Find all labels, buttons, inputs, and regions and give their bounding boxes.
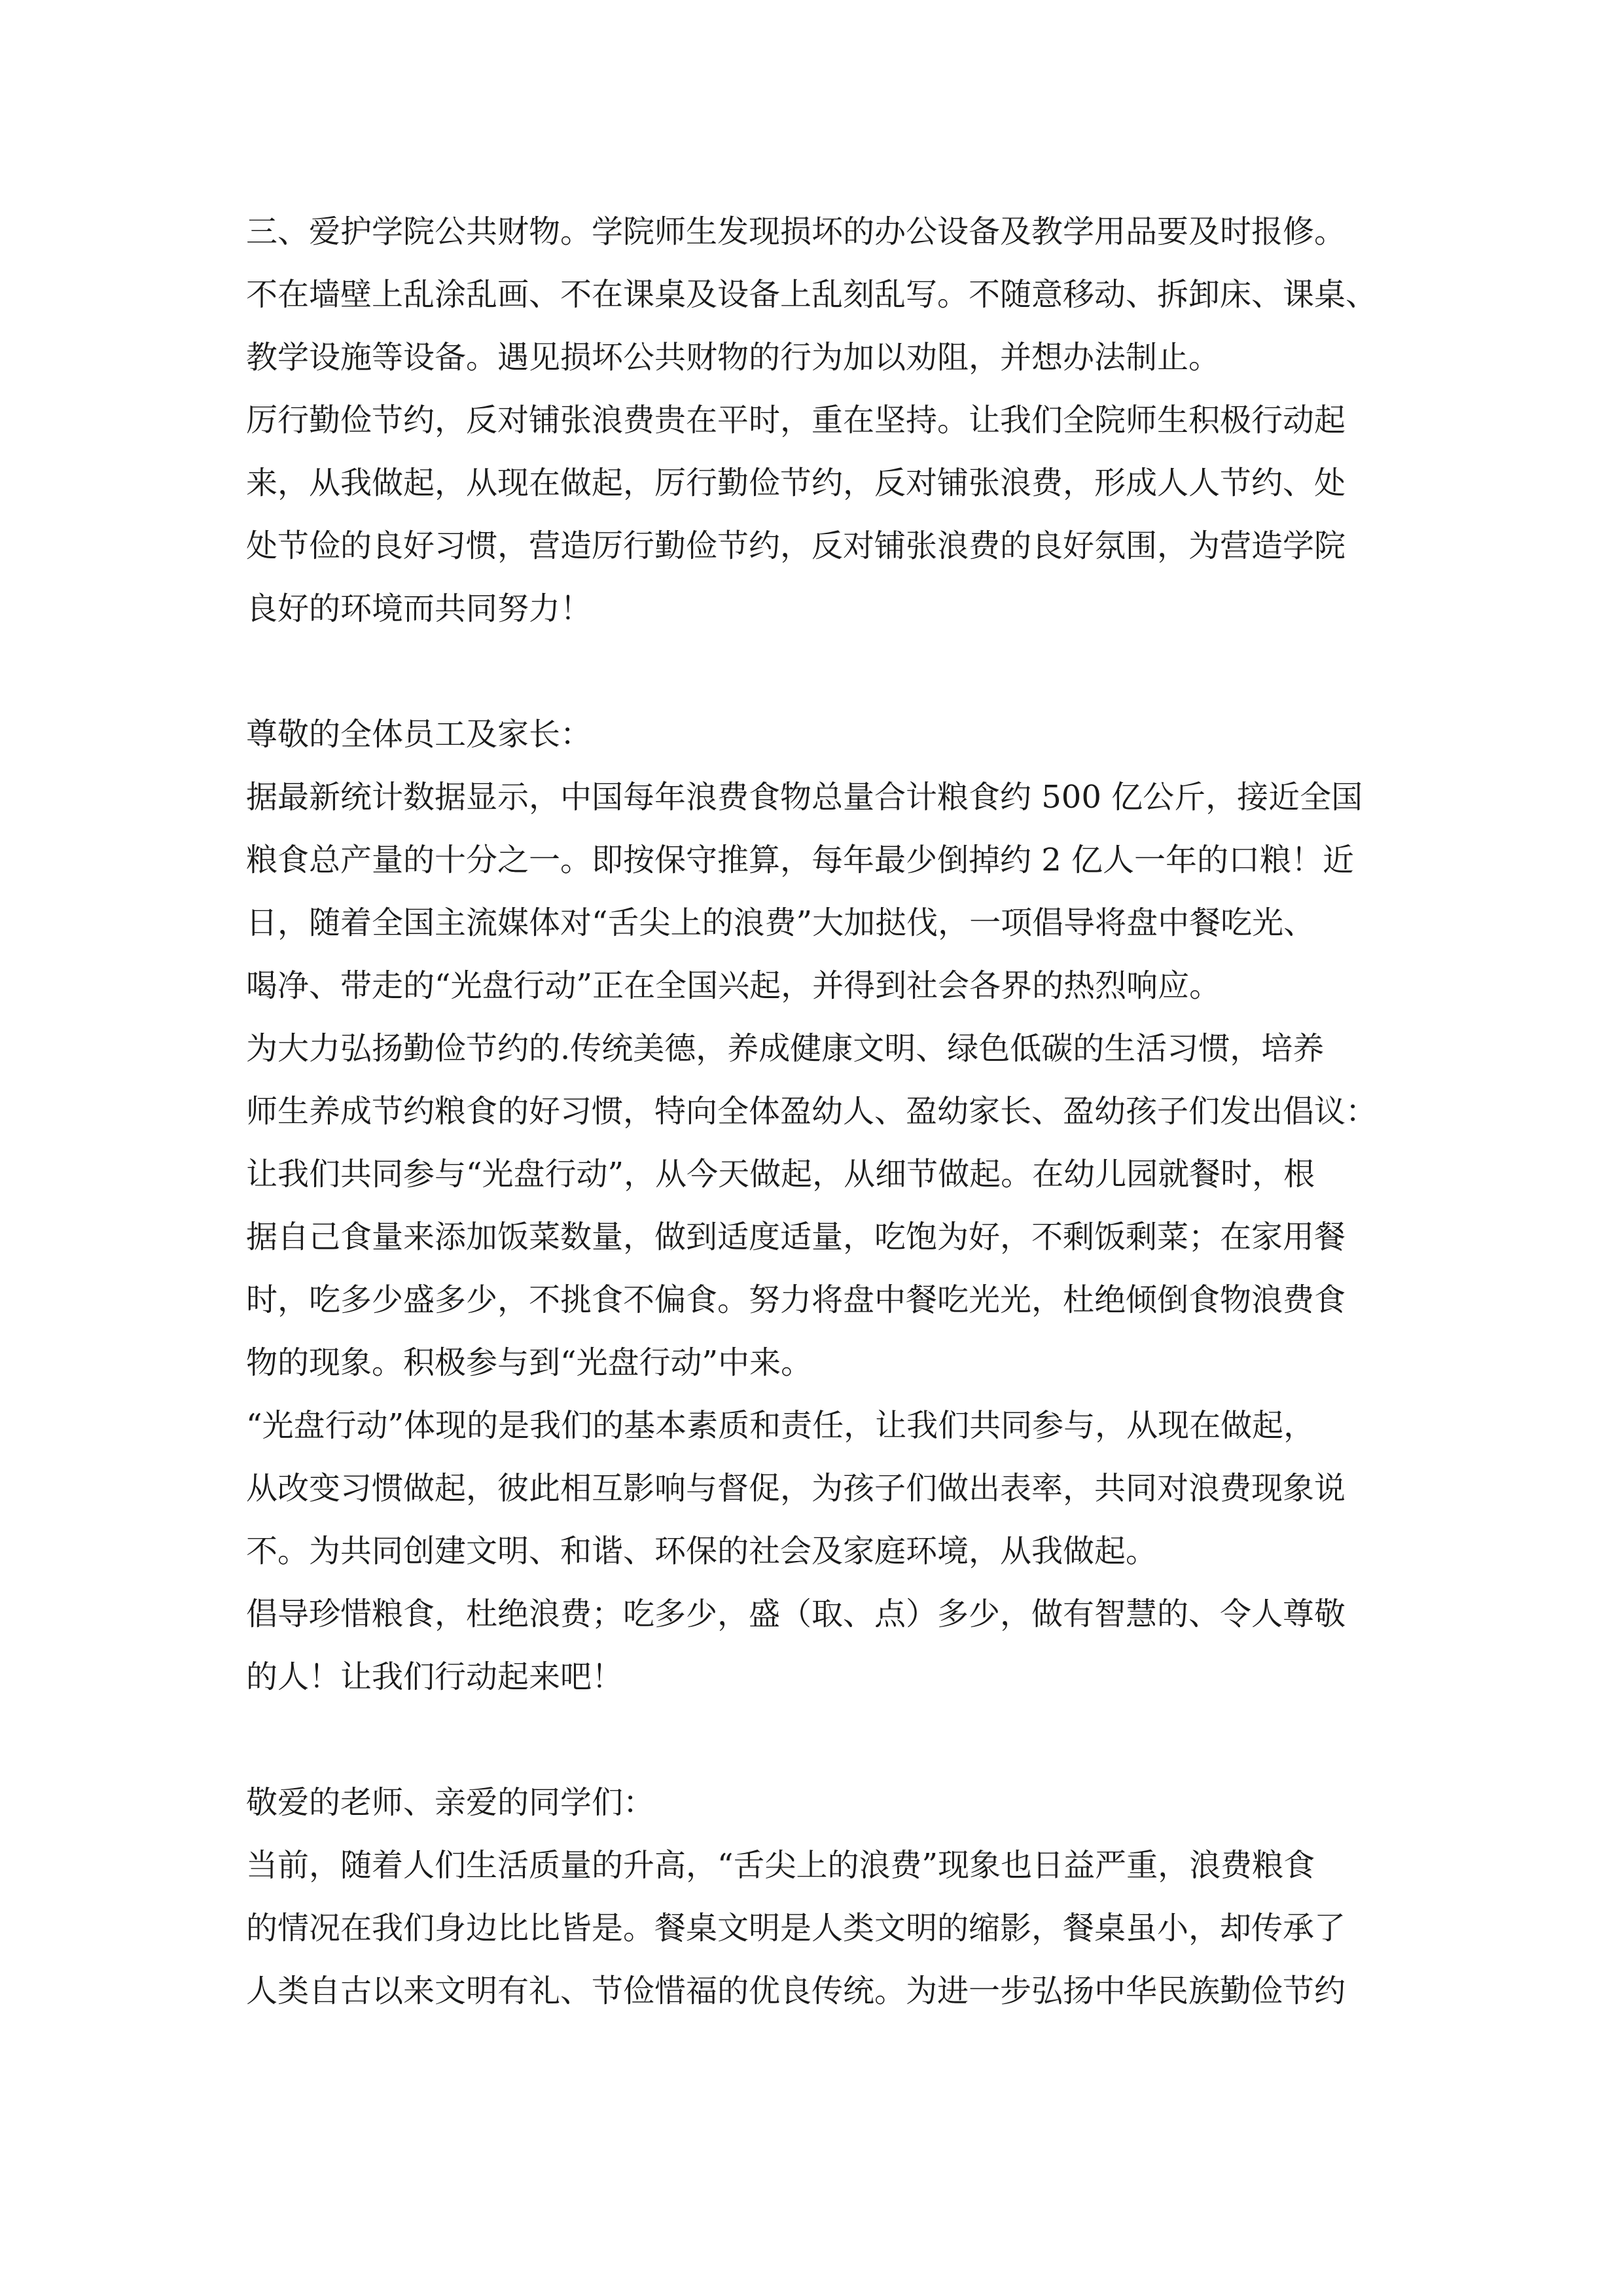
text-line: 喝净、带走的“光盘行动”正在全国兴起，并得到社会各界的热烈响应。	[246, 967, 1221, 1004]
text-line: 据最新统计数据显示，中国每年浪费食物总量合计粮食约 500 亿公斤，接近全国	[246, 779, 1363, 816]
text-line: 时，吃多少盛多少，不挑食不偏食。努力将盘中餐吃光光，杜绝倾倒食物浪费食	[246, 1282, 1346, 1318]
text-line: 从改变习惯做起，彼此相互影响与督促，为孩子们做出表率，共同对浪费现象说	[246, 1470, 1346, 1507]
text-line: 不在墙壁上乱涂乱画、不在课桌及设备上乱刻乱写。不随意移动、拆卸床、课桌、	[246, 276, 1378, 313]
text-line: 来，从我做起，从现在做起，厉行勤俭节约，反对铺张浪费，形成人人节约、处	[246, 465, 1346, 501]
paragraph-gap	[246, 640, 1383, 703]
text-line: 的人！让我们行动起来吧！	[246, 1659, 624, 1695]
text-line: 让我们共同参与“光盘行动”，从今天做起，从细节做起。在幼儿园就餐时，根	[246, 1156, 1315, 1193]
section-clean-plate-students	[246, 1771, 1383, 2022]
document-body	[246, 200, 1383, 2022]
text-line: 良好的环境而共同努力！	[246, 590, 592, 627]
text-line: 的情况在我们身边比比皆是。餐桌文明是人类文明的缩影，餐桌虽小，却传承了	[246, 1910, 1346, 1946]
text-line: 物的现象。积极参与到“光盘行动”中来。	[246, 1344, 813, 1381]
text-line: 教学设施等设备。遇见损坏公共财物的行为加以劝阻，并想办法制止。	[246, 339, 1221, 376]
text-line: 不。为共同创建文明、和谐、环保的社会及家庭环境，从我做起。	[246, 1533, 1158, 1570]
text-line: 人类自古以来文明有礼、节俭惜福的优良传统。为进一步弘扬中华民族勤俭节约	[246, 1973, 1346, 2009]
salutation: 尊敬的全体员工及家长：	[246, 716, 592, 753]
text-line: 倡导珍惜粮食，杜绝浪费；吃多少，盛（取、点）多少，做有智慧的、令人尊敬	[246, 1596, 1346, 1632]
text-line: 据自己食量来添加饭菜数量，做到适度适量，吃饱为好，不剩饭剩菜；在家用餐	[246, 1219, 1346, 1255]
salutation: 敬爱的老师、亲爱的同学们：	[246, 1784, 655, 1821]
text-line: 当前，随着人们生活质量的升高，“舌尖上的浪费”现象也日益严重，浪费粮食	[246, 1847, 1315, 1884]
text-line: 处节俭的良好习惯，营造厉行勤俭节约，反对铺张浪费的良好氛围，为营造学院	[246, 528, 1346, 564]
paragraph-gap	[246, 1708, 1383, 1771]
text-line: 厉行勤俭节约，反对铺张浪费贵在平时，重在坚持。让我们全院师生积极行动起	[246, 402, 1346, 439]
text-line: 师生养成节约粮食的好习惯，特向全体盈幼人、盈幼家长、盈幼孩子们发出倡议：	[246, 1093, 1378, 1130]
section-clean-plate-employees	[246, 703, 1383, 1708]
section-public-property	[246, 200, 1383, 640]
text-line: 三、爱护学院公共财物。学院师生发现损坏的办公设备及教学用品要及时报修。	[246, 213, 1346, 250]
text-line: 粮食总产量的十分之一。即按保守推算，每年最少倒掉约 2 亿人一年的口粮！近	[246, 842, 1355, 878]
text-line: 为大力弘扬勤俭节约的.传统美德，养成健康文明、绿色低碳的生活习惯，培养	[246, 1030, 1325, 1067]
text-line: 日，随着全国主流媒体对“舌尖上的浪费”大加挞伐，一项倡导将盘中餐吃光、	[246, 905, 1315, 941]
text-line: “光盘行动”体现的是我们的基本素质和责任，让我们共同参与，从现在做起，	[246, 1407, 1315, 1444]
